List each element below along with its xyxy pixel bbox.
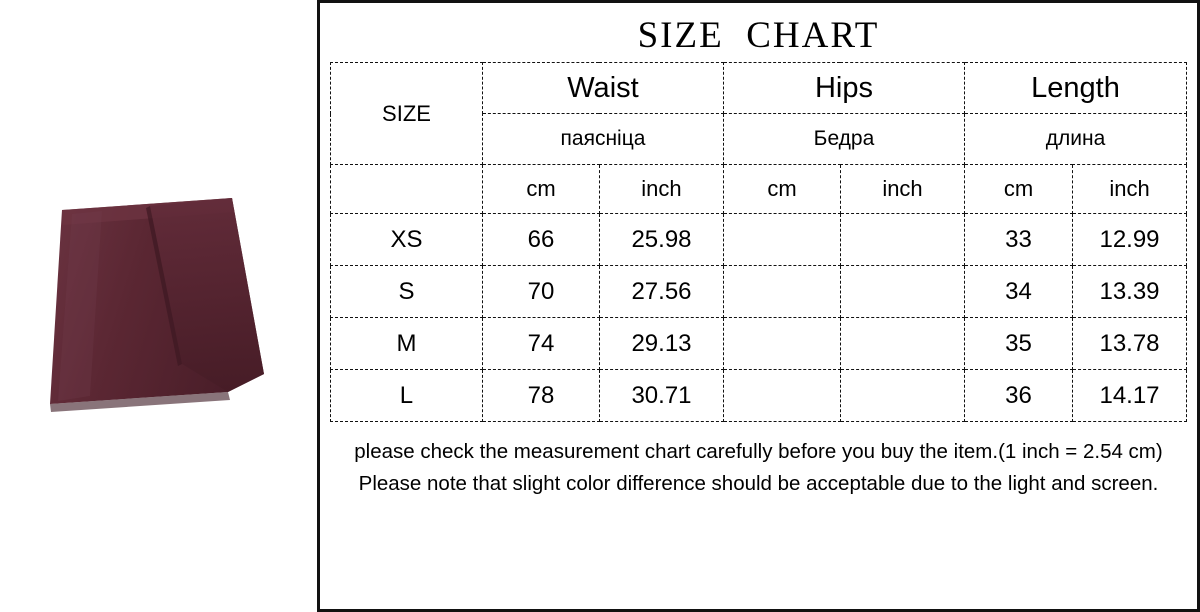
unit-length-cm: cm: [965, 165, 1073, 214]
cell-hips-cm: [723, 370, 840, 422]
chart-notes: [320, 436, 1197, 500]
cell-length-cm: 35: [965, 318, 1073, 370]
cell-length-cm: 33: [965, 214, 1073, 266]
unit-waist-inch: inch: [599, 165, 723, 214]
cell-hips-inch: [840, 370, 964, 422]
cell-waist-cm: 66: [482, 214, 599, 266]
table-row: [330, 318, 1186, 370]
table-row: [330, 266, 1186, 318]
note-measurement: please check the measurement chart carefully before you buy the item.(1 inch = 2.54 cm): [354, 440, 1163, 463]
group-header-waist: Waist: [482, 63, 723, 114]
cell-hips-cm: [723, 318, 840, 370]
table-header-row-units: [330, 165, 1186, 214]
unit-length-inch: inch: [1073, 165, 1187, 214]
cell-length-inch: 14.17: [1073, 370, 1187, 422]
cell-waist-cm: 70: [482, 266, 599, 318]
size-column-header: SIZE: [330, 63, 482, 165]
unit-waist-cm: cm: [482, 165, 599, 214]
group-header-hips-native: Бедра: [723, 114, 964, 165]
cell-waist-cm: 78: [482, 370, 599, 422]
cell-hips-inch: [840, 214, 964, 266]
size-chart-table: [330, 62, 1187, 422]
unit-hips-inch: inch: [840, 165, 964, 214]
product-image-panel: [0, 0, 320, 612]
cell-length-inch: 12.99: [1073, 214, 1187, 266]
table-row: [330, 214, 1186, 266]
table-row: [330, 370, 1186, 422]
cell-hips-inch: [840, 318, 964, 370]
cell-length-cm: 34: [965, 266, 1073, 318]
cell-waist-cm: 74: [482, 318, 599, 370]
row-size-label: M: [330, 318, 482, 370]
group-header-length-native: длина: [965, 114, 1187, 165]
row-size-label: XS: [330, 214, 482, 266]
note-color: Please note that slight color difference should be acceptable due to the light and screen.: [358, 471, 1159, 495]
row-size-label: S: [330, 266, 482, 318]
group-header-length: Length: [965, 63, 1187, 114]
cell-length-inch: 13.39: [1073, 266, 1187, 318]
group-header-waist-native: паясніца: [482, 114, 723, 165]
cell-waist-inch: 25.98: [599, 214, 723, 266]
cell-waist-inch: 27.56: [599, 266, 723, 318]
unit-hips-cm: cm: [723, 165, 840, 214]
cell-length-inch: 13.78: [1073, 318, 1187, 370]
cell-hips-cm: [723, 214, 840, 266]
table-header-row-en: [330, 63, 1186, 114]
chart-title: SIZE CHART: [637, 15, 880, 56]
size-chart-panel: [320, 0, 1200, 612]
cell-waist-inch: 29.13: [599, 318, 723, 370]
group-header-hips: Hips: [723, 63, 964, 114]
cell-hips-cm: [723, 266, 840, 318]
cell-waist-inch: 30.71: [599, 370, 723, 422]
product-skirt-image: [32, 196, 292, 421]
unit-cell-empty: [330, 165, 482, 214]
row-size-label: L: [330, 370, 482, 422]
cell-hips-inch: [840, 266, 964, 318]
cell-length-cm: 36: [965, 370, 1073, 422]
